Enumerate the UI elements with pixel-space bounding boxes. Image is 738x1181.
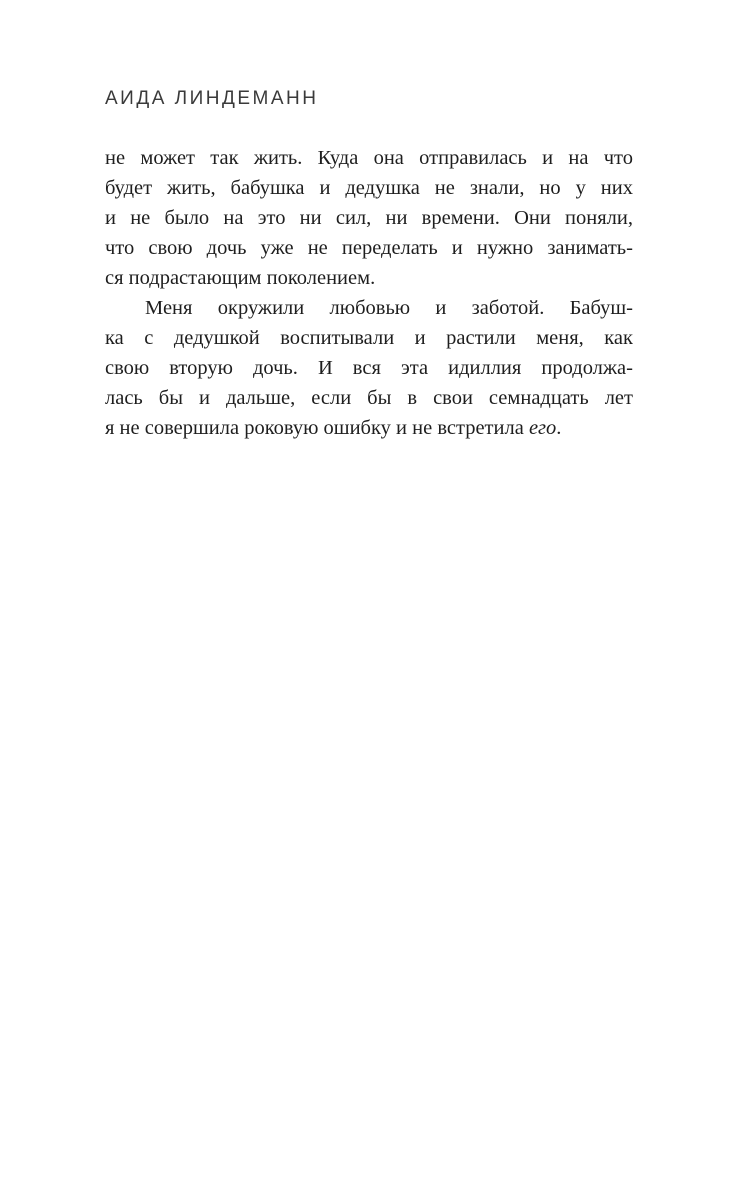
text-line: не может так жить. Куда она отправилась и на что [105, 147, 633, 169]
text-line-paragraph-end: ся подрастающим поколением. [105, 267, 376, 289]
text-line: и не было на это ни сил, ни времени. Они поняли, [105, 207, 633, 229]
text-line: будет жить, бабушка и дедушка не знали, но у них [105, 177, 633, 199]
body-text [105, 143, 633, 443]
italic-word: его [528, 417, 557, 439]
sentence-period: . [556, 417, 562, 439]
text-line-plain: я не совершила роковую ошибку и не встретила [105, 417, 524, 439]
text-line: что свою дочь уже не переделать и нужно занимать- [105, 237, 633, 259]
text-line: свою вторую дочь. И вся эта идиллия продолжа- [105, 357, 633, 379]
text-line-paragraph-end [105, 413, 633, 443]
running-header-author: АИДА ЛИНДЕМАНН [105, 88, 319, 109]
text-line: ка с дедушкой воспитывали и растили меня, как [105, 327, 633, 349]
text-line: лась бы и дальше, если бы в свои семнадцать лет [105, 387, 633, 409]
text-line-paragraph-start: Меня окружили любовью и заботой. Бабуш- [145, 297, 633, 319]
